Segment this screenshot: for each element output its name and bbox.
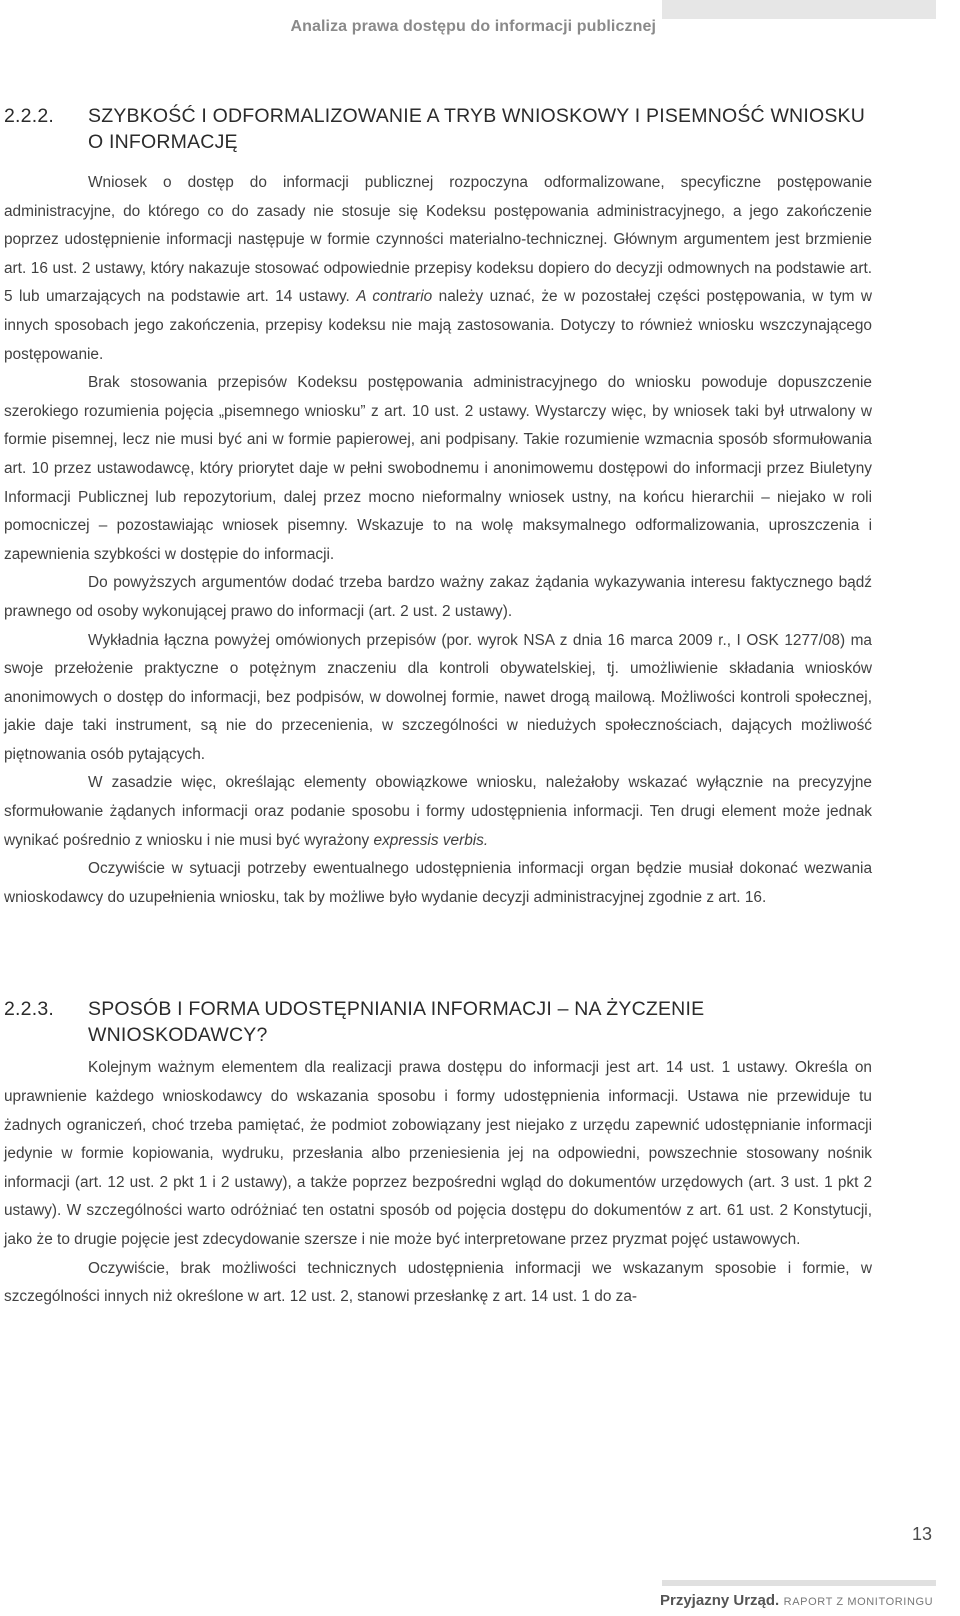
paragraph-text-after: należy uznać, że w pozostałej części postępowania, w tym w innych sposobach jego zakończenia, przepisy kodeksu nie mają zastosowania. Dotyczy to również wniosku wszczynającego postępowanie. — [4, 288, 872, 363]
paragraph-text: Brak stosowania przepisów Kodeksu postępowania administracyjnego do wniosku powoduje dopuszczenie szerokiego rozumienia pojęcia „pisemnego wniosku” z art. 10 ust. 2 ustawy. Wystarczy więc, by wniosek taki był utrwalony w formie pisemnej, lecz nie musi być ani w formie papierowej, ani podpisany. Takie rozumienie wzmacnia sposób sformułowania art. 10 przez ustawodawcę, który priorytet daje w pełni swobodnemu i anonimowemu dostępowi do informacji przez Biuletyny Informacji Publicznej lub repozytorium, dalej przez mocno nieformalny wniosek ustny, na końcu hierarchii – niejako w roli pomocniczej – pozostawiając wniosek pisemny. Wskazuje to na wolę maksymalnego odformalizowania, uproszczenia i zapewnienia szybkości w dostępie do informacji. — [4, 374, 872, 563]
paragraph — [4, 855, 872, 912]
paragraph-italic: expressis verbis. — [373, 831, 489, 849]
paragraph-text: Oczywiście w sytuacji potrzeby ewentualnego udostępnienia informacji organ będzie musiał dokonać wezwania wnioskodawcy do uzupełnienia wniosku, tak by możliwe było wydanie decyzji administracyjnej zgodnie z art. 16. — [4, 860, 872, 906]
paragraph — [4, 769, 872, 855]
paragraph-text: Do powyższych argumentów dodać trzeba bardzo ważny zakaz żądania wykazywania interesu faktycznego bądź prawnego od osoby wykonującej prawo do informacji (art. 2 ust. 2 ustawy). — [4, 574, 872, 620]
paragraph-text: Kolejnym ważnym elementem dla realizacji prawa dostępu do informacji jest art. 14 ust. 1 ustawy. Określa on uprawnienie każdego wnioskodawcy do wskazania sposobu i formy udostępnienia informacji. Ustawa nie przewiduje tu żadnych ograniczeń, choć trzeba pamiętać, że podmiot zobowiązany jest niejako z urzędu zapewnić udostępnianie informacji jedynie w formie kopiowania, wydruku, przesłania albo przeniesienia jej na odpowiedni, powszechnie stosowany nośnik informacji (art. 12 ust. 2 pkt 1 i 2 ustawy), a także poprzez bezpośredni wgląd do dokumentów urzędowych (art. 3 ust. 1 pkt 2 ustawy). W szczególności warto odróżniać ten ostatni sposób od pojęcia dostępu do dokumentów z art. 61 ust. 2 Konstytucji, jako że to drugie pojęcie jest zdecydowanie szersze i nie może być interpretowane przez pryzmat pojęć ustawowych. — [4, 1059, 872, 1248]
paragraph-text: Wykładnia łączna powyżej omówionych przepisów (por. wyrok NSA z dnia 16 marca 2009 r., I OSK 1277/08) ma swoje przełożenie praktyczne o potężnym znaczeniu dla kontroli obywatelskiej, tj. umożliwienie składania wniosków anonimowych o dostęp do informacji, bez podpisów, w dowolnej formie, nawet drogą mailową. Możliwości kontroli społecznej, jakie daje taki instrument, są nie do przecenienia, w szczególności w niedużych społecznościach, dających możliwość piętnowania osób pytających. — [4, 631, 872, 763]
section-heading — [4, 996, 872, 1048]
header-decorative-bar — [662, 0, 936, 19]
footer-subtitle: RAPORT Z MONITORINGU — [783, 1596, 934, 1608]
paragraph-text: Oczywiście, brak możliwości technicznych udostępnienia informacji we wskazanym sposobie i formie, w szczególności innych niż określone w art. 12 ust. 2, stanowi przesłankę z art. 14 ust. 1 do za- — [4, 1259, 872, 1306]
footer-brand — [660, 1592, 933, 1610]
section-heading — [4, 103, 872, 155]
paragraph — [4, 569, 872, 626]
section-title: SPOSÓB I FORMA UDOSTĘPNIANIA INFORMACJI – NA ŻYCZENIE WNIOSKODAWCY? — [88, 998, 705, 1047]
paragraph-italic: A contrario — [356, 288, 433, 306]
running-title: Analiza prawa dostępu do informacji publicznej — [290, 18, 656, 35]
paragraph — [4, 1054, 872, 1254]
paragraph — [4, 1255, 872, 1312]
page-number: 13 — [911, 1524, 932, 1544]
section-title: SZYBKOŚĆ I ODFORMALIZOWANIE A TRYB WNIOSKOWY I PISEMNOŚĆ WNIOSKU O INFORMACJĘ — [88, 105, 866, 153]
paragraph — [4, 369, 872, 569]
running-header — [0, 0, 960, 60]
section-number: 2.2.2. — [4, 105, 54, 127]
page-content — [4, 103, 872, 1312]
paragraph-text: W zasadzie więc, określając elementy obowiązkowe wniosku, należałoby wskazać wyłącznie na precyzyjne sformułowanie żądanych informacji oraz podanie sposobu i formy udostępnienia informacji. Ten drugi element może jednak wynikać pośrednio z wniosku i nie musi być wyrażony — [4, 774, 872, 849]
section-number: 2.2.3. — [4, 998, 54, 1021]
paragraph-text: Wniosek o dostęp do informacji publicznej rozpoczyna odformalizowane, specyficzne postępowanie administracyjne, do którego co do zasady nie stosuje się Kodeksu postępowania administracyjnego, a jego zakończenie poprzez udostępnienie informacji następuje w formie czynności materialno-technicznej. Głównym argumentem jest brzmienie art. 16 ust. 2 ustawy, który nakazuje stosować odpowiednie przepisy kodeksu dopiero do decyzji odmownych na podstawie art. 5 lub umarzających na podstawie art. 14 ustawy. — [4, 174, 872, 306]
paragraph — [4, 169, 872, 369]
footer-brand-name: Przyjazny Urząd. — [660, 1592, 780, 1609]
paragraph — [4, 627, 872, 770]
footer-decorative-bar — [662, 1580, 936, 1586]
